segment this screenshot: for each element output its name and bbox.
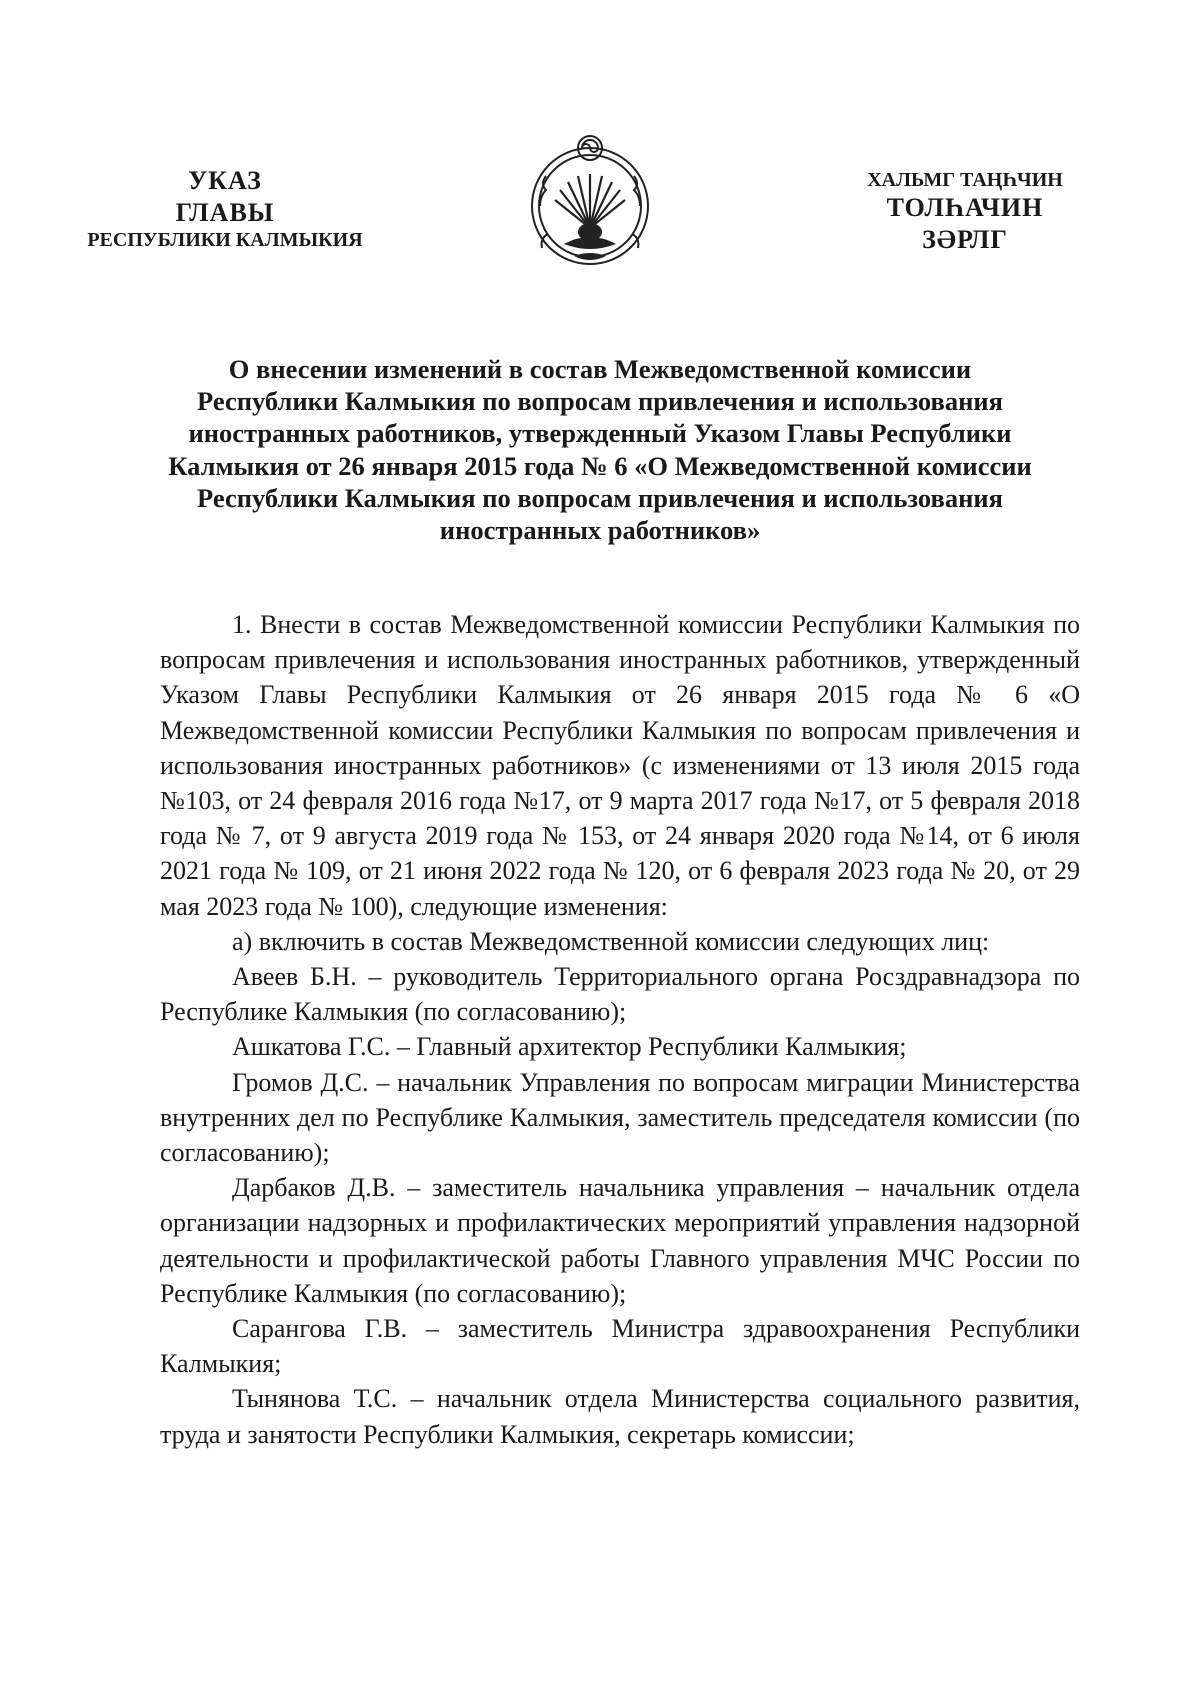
- paragraph-4: Ашкатова Г.С. – Главный архитектор Республики Калмыкия;: [232, 1032, 907, 1062]
- paragraph-1: 1. Внести в состав Межведомственной комиссии Республики Калмыкия по вопросам привлечения и использования иностранных работников, утвержденный Указом Главы Республики Калмыкия от 26 января 2015 года № 6 «О Межведомственной комиссии Республики Калмыкия по вопросам привлечения и использования иностранных работников» (с изменениями от 13 июля 2015 года №103, от 24 февраля 2016 года №17, от 9 марта 2017 года №17, от 5 февраля 2018 года № 7, от 9 августа 2019 года № 153, от 24 января 2020 года №14, от 6 июля 2021 года № 109, от 21 июня 2022 года № 120, от 6 февраля 2023 года № 20, от 29 мая 2023 года № 100), следующие изменения:: [160, 610, 1080, 921]
- header-left-line3: РЕСПУБЛИКИ КАЛМЫКИЯ: [87, 229, 363, 252]
- kalmykia-emblem-icon: [520, 132, 660, 272]
- header-right-line2: ТОЛҺАЧИН: [886, 193, 1044, 223]
- paragraph-6: Дарбаков Д.В. – заместитель начальника управления – начальник отдела организации надзорных и профилактических мероприятий управления надзорной деятельности и профилактической работы Главного управления МЧС России по Республике Калмыкия (по согласованию);: [160, 1173, 1080, 1308]
- document-body: [160, 607, 1080, 1452]
- header-right: [800, 168, 1130, 256]
- paragraph-7: Сарангова Г.В. – заместитель Министра здравоохранения Республики Калмыкия;: [160, 1314, 1080, 1379]
- header-right-line1: ХАЛЬМГ ТАҢҺЧИН: [867, 169, 1063, 191]
- header-right-line3: ЗӘРЛГ: [922, 225, 1008, 255]
- paragraph-3: Авеев Б.Н. – руководитель Территориального органа Росздравнадзора по Республике Калмыкия (по согласованию);: [160, 962, 1080, 1027]
- paragraph-2: а) включить в состав Межведомственной комиссии следующих лиц:: [232, 926, 990, 956]
- paragraph-5: Громов Д.С. – начальник Управления по вопросам миграции Министерства внутренних дел по Республике Калмыкия, заместитель председателя комиссии (по согласованию);: [160, 1067, 1080, 1168]
- document-title: О внесении изменений в состав Межведомственной комиссии Республики Калмыкия по вопросам привлечения и использования иностранных работников, утвержденный Указом Главы Республики Калмыкия от 26 января 2015 года № 6 «О Межведомственной комиссии Республики Калмыкия по вопросам привлечения и использования иностранных работников»: [168, 354, 1032, 546]
- header-left-line1: УКАЗ: [188, 166, 262, 195]
- header-left: [60, 165, 390, 253]
- paragraph-8: Тынянова Т.С. – начальник отдела Министерства социального развития, труда и занятости Республики Калмыкия, секретарь комиссии;: [160, 1384, 1080, 1449]
- header-left-line2: ГЛАВЫ: [175, 197, 275, 227]
